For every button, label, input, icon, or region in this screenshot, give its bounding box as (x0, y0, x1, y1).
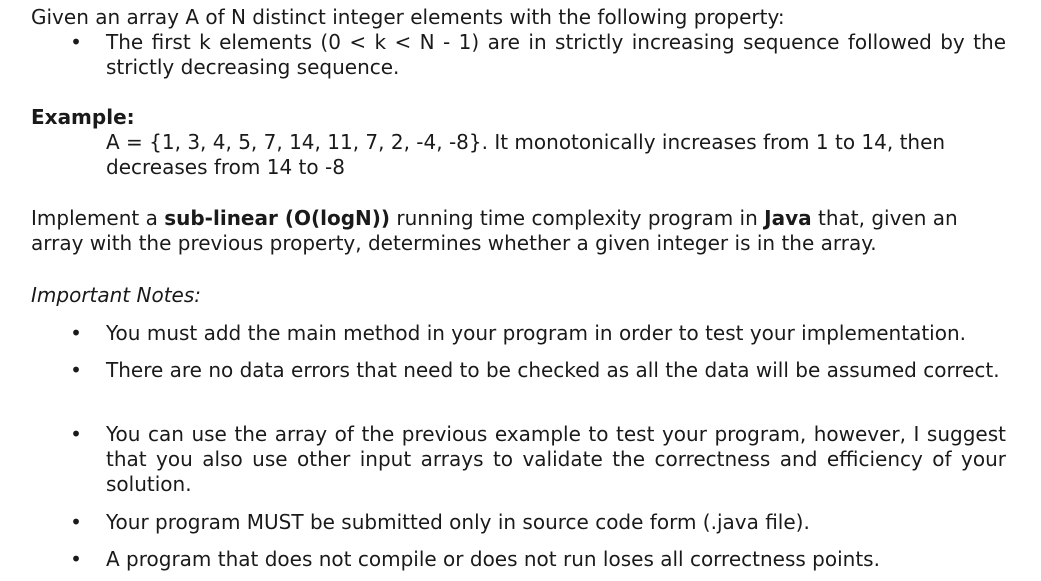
implementation-paragraph (31, 206, 1016, 256)
bullet-icon: • (70, 358, 82, 382)
bullet-icon: • (70, 321, 82, 345)
impl-bold-language: Java (764, 206, 812, 230)
example-body: A = {1, 3, 4, 5, 7, 14, 11, 7, 2, -4, -8}. It monotonically increases from 1 to 14, then decreases from 14 to -8 (106, 130, 946, 179)
impl-bold-complexity: sub-linear (O(logN)) (164, 206, 391, 230)
bullet-icon: • (70, 422, 82, 446)
note-text: You can use the array of the previous example to test your program, however, I suggest that you also use other input arrays to validate the correctness and efficiency of your solution. (106, 422, 1006, 496)
note-text: Your program MUST be submitted only in source code form (.java file). (106, 510, 810, 534)
note-text: You must add the main method in your program in order to test your implementation. (106, 321, 966, 345)
notes-heading: Important Notes: (31, 283, 202, 307)
impl-text-3: that, given an array with the previous property, determines whether a given integer is in the array. (31, 206, 958, 255)
bullet-icon: • (70, 547, 82, 571)
bullet-icon: • (70, 30, 82, 54)
property-text: The first k elements (0 < k < N - 1) are in strictly increasing sequence followed by the strictly decreasing sequence. (106, 30, 1006, 79)
impl-text-2: running time complexity program in (390, 206, 765, 230)
note-text: There are no data errors that need to be checked as all the data will be assumed correct. (106, 358, 1000, 382)
example-heading: Example: (31, 105, 135, 129)
impl-text-1: Implement a (31, 206, 165, 230)
bullet-icon: • (70, 510, 82, 534)
intro-text: Given an array A of N distinct integer elements with the following property: (31, 5, 785, 29)
note-text: A program that does not compile or does not run loses all correctness points. (106, 547, 880, 571)
